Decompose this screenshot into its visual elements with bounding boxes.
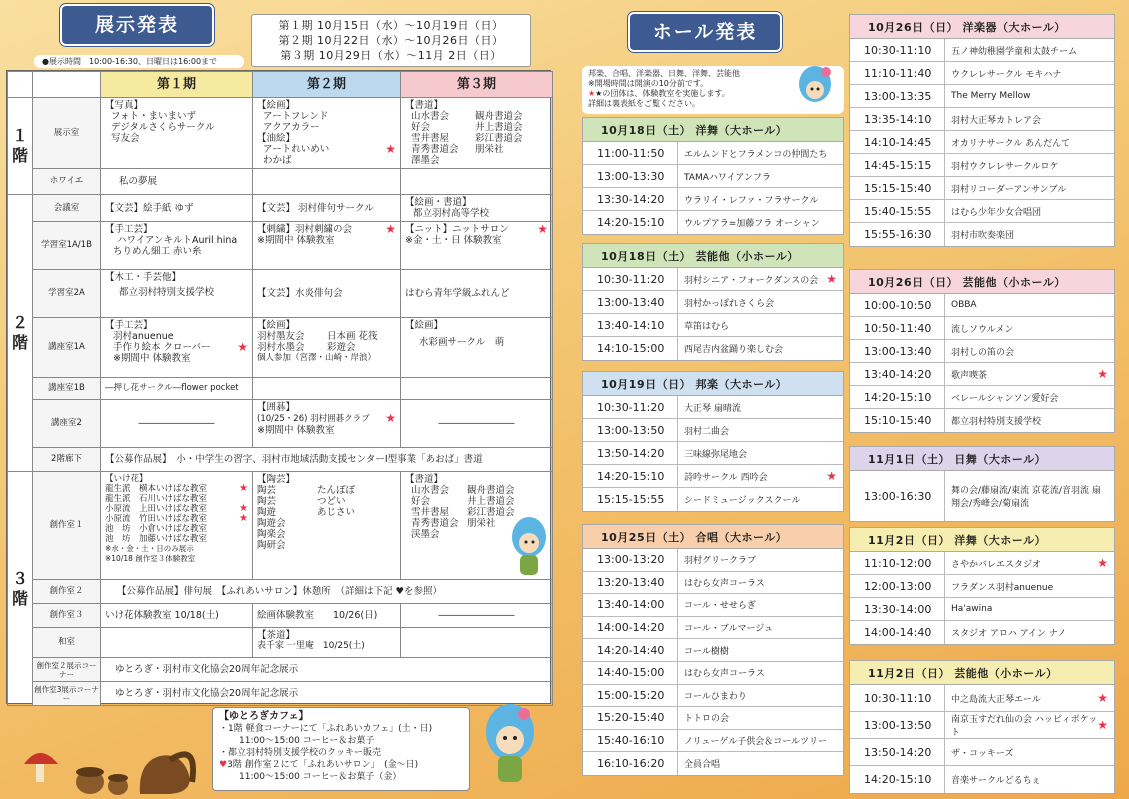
schedule-time: 13:35-14:10 xyxy=(850,108,945,130)
schedule-time: 14:20-15:10 xyxy=(850,386,945,408)
schedule-group: 詩吟サークル 西吟会 ★ xyxy=(684,469,837,483)
star-icon: ★ xyxy=(385,222,396,236)
schedule-row xyxy=(850,409,1114,432)
schedule-time: 15:10-15:40 xyxy=(850,409,945,432)
schedule-time: 13:40-14:00 xyxy=(583,594,678,616)
schedule-group: ベレールシャンソン愛好会 xyxy=(951,393,1059,404)
schedule-time: 12:00-13:00 xyxy=(850,575,945,597)
schedule-row xyxy=(583,549,843,572)
schedule-time: 15:40-15:55 xyxy=(850,200,945,222)
schedule-row xyxy=(583,211,843,234)
schedule-time: 13:00-13:20 xyxy=(583,549,678,571)
schedule-block-header: 11月2日（日） 洋舞（大ホール） xyxy=(850,528,1114,552)
schedule-group: トトロの会 xyxy=(684,714,730,725)
schedule-group: ウラリイ・レファ・フラサークル xyxy=(684,195,819,206)
star-icon: ★ xyxy=(239,483,248,494)
schedule-group: ザ・コッキーズ xyxy=(951,748,1014,759)
room-kouza1b: 講座室1B xyxy=(33,378,101,400)
schedule-time: 15:40-16:10 xyxy=(583,730,678,752)
schedule-block xyxy=(849,14,1115,247)
schedule-time: 15:00-15:20 xyxy=(583,685,678,707)
schedule-time: 10:30-11:20 xyxy=(583,396,678,418)
schedule-time: 11:10-11:40 xyxy=(850,62,945,84)
schedule-group: 三味線弥尾地会 xyxy=(684,449,748,460)
schedule-row xyxy=(850,766,1114,793)
schedule-row xyxy=(850,739,1114,766)
exhibit-table xyxy=(6,70,551,704)
kaigi-p2: 【文芸】 羽村俳句サークル xyxy=(253,195,401,222)
star-icon: ★ xyxy=(237,340,248,354)
schedule-time: 13:50-14:20 xyxy=(850,739,945,765)
room-tenji: 展示室 xyxy=(33,98,101,169)
schedule-time: 14:10-14:45 xyxy=(850,131,945,153)
schedule-group: Ha'awina xyxy=(951,604,993,614)
schedule-group: 音楽サークルどるちぇ xyxy=(951,776,1041,786)
schedule-time: 13:00-13:30 xyxy=(583,165,678,187)
schedule-group: 中之島流大正琴エール ★ xyxy=(951,691,1108,705)
room-sosaku2: 創作室２ xyxy=(33,580,101,604)
floor-3: ３階 xyxy=(8,472,33,706)
schedule-group: フラダンス羽村anuenue xyxy=(951,582,1054,593)
schedule-group: ノリューゲル子供会＆コールツリー xyxy=(684,737,828,748)
schedule-block-header: 10月19日（日） 邦楽（大ホール） xyxy=(583,372,843,396)
schedule-block-header: 10月26日（日） 芸能他（小ホール） xyxy=(850,270,1114,294)
schedule-row xyxy=(850,154,1114,177)
schedule-time: 13:00-13:50 xyxy=(583,419,678,441)
schedule-group: 歌声喫茶 ★ xyxy=(951,367,1108,381)
mascot-icon xyxy=(508,515,550,579)
room-sosaku2t: 創作室２展示コーナー xyxy=(33,658,101,682)
schedule-group: シードミュージックスクール xyxy=(684,496,801,506)
schedule-row xyxy=(583,662,843,685)
period-3: 第３期 10月29日（水）～11月 2日（日） xyxy=(280,49,502,62)
s3-p3: ―――――――― xyxy=(401,604,553,628)
star-icon: ★ xyxy=(537,222,548,236)
schedule-time: 15:15-15:40 xyxy=(850,177,945,199)
schedule-row xyxy=(850,598,1114,621)
gak2-p1: 【木工・手芸他】 都立羽村特別支援学校 xyxy=(101,270,253,318)
star-icon: ★ xyxy=(1097,367,1108,381)
schedule-row xyxy=(850,294,1114,317)
schedule-time: 15:20-15:40 xyxy=(583,707,678,729)
schedule-time: 13:50-14:20 xyxy=(583,442,678,464)
schedule-time: 13:40-14:20 xyxy=(850,363,945,385)
schedule-time: 13:00-13:50 xyxy=(850,712,945,738)
schedule-group: OBBA xyxy=(951,300,977,310)
cafe-line: ・都立羽村特別支援学校のクッキー販売 xyxy=(219,748,382,758)
schedule-block xyxy=(582,371,844,512)
schedule-block-header: 10月25日（土） 合唱（大ホール） xyxy=(583,525,843,549)
schedule-row xyxy=(850,39,1114,62)
schedule-group: さやかバレエスタジオ ★ xyxy=(951,556,1108,570)
tenji-p2: 【絵画】 アートフレンド アクアカラー 【油絵】 アートれいめい ★ わかば xyxy=(253,98,401,169)
room-kouza2: 講座室2 xyxy=(33,400,101,448)
schedule-row xyxy=(583,142,843,165)
s1-p2: 【陶芸】 陶芸 陶芸 陶遊 たんぽぽ つどい あじさい 陶遊会 陶楽会 陶研会 xyxy=(253,472,401,580)
s2-cell: 【公募作品展】俳句展 【ふれあいサロン】休憩所 （詳細は下記 ♥を参照） xyxy=(101,580,553,604)
schedule-row xyxy=(850,340,1114,363)
star-icon: ★ xyxy=(588,89,596,98)
room-sosaku1: 創作室１ xyxy=(33,472,101,580)
schedule-row xyxy=(850,131,1114,154)
schedule-block-header: 10月18日（土） 芸能他（小ホール） xyxy=(583,244,843,268)
s3-p2: 絵画体験教室 10/26(日) xyxy=(253,604,401,628)
schedule-group: 羽村市吹奏楽団 xyxy=(951,231,1015,241)
schedule-time: 11:00-11:50 xyxy=(583,142,678,164)
schedule-row xyxy=(850,177,1114,200)
schedule-row xyxy=(583,419,843,442)
schedule-time: 13:00-16:30 xyxy=(850,471,945,521)
schedule-row xyxy=(583,465,843,488)
schedule-row xyxy=(583,752,843,775)
period-head-3: 第３期 xyxy=(401,72,553,98)
k2-p1: ―――――――― xyxy=(101,400,253,448)
mushroom-icon xyxy=(20,742,200,797)
schedule-group: スタジオ アロハ アイン ナノ xyxy=(951,629,1067,639)
period-box xyxy=(251,14,531,67)
cafe-line: ・1階 軽食コーナーにて「ふれあいカフェ」(土・日) xyxy=(219,724,433,734)
schedule-time: 14:10-15:00 xyxy=(583,337,678,360)
gak1-p2: 【刺繍】羽村刺繍の会 ★ ※期間中 体験教室 xyxy=(253,222,401,270)
schedule-time: 13:00-13:40 xyxy=(583,291,678,313)
schedule-group: 全員合唱 xyxy=(684,760,721,771)
schedule-group: 羽村二曲会 xyxy=(684,426,730,437)
star-icon: ★ xyxy=(1097,691,1108,705)
k1a-p1: 【手工芸】 羽村anuenue 手作り絵本 クローバー ★ ※期間中 体験教室 xyxy=(101,318,253,378)
gak2-p2: 【文芸】水炎俳句会 xyxy=(253,270,401,318)
schedule-row xyxy=(583,488,843,511)
schedule-time: 13:20-13:40 xyxy=(583,572,678,594)
period-head-1: 第１期 xyxy=(101,72,253,98)
schedule-time: 13:40-14:10 xyxy=(583,314,678,336)
star-icon: ★ xyxy=(1097,718,1108,732)
kaigi-p1: 【文芸】絵手紙 ゆず xyxy=(101,195,253,222)
floor-1: １階 xyxy=(8,98,33,195)
schedule-group: 羽村しの笛の会 xyxy=(951,347,1015,358)
schedule-group: 羽村シニア・フォークダンスの会 ★ xyxy=(684,272,837,286)
gak2-p3: はむら青年学級ふれんど xyxy=(401,270,553,318)
schedule-time: 10:30-11:10 xyxy=(850,39,945,61)
k2-p3: ―――――――― xyxy=(401,400,553,448)
room-gakushu1: 学習室1A/1B xyxy=(33,222,101,270)
schedule-row xyxy=(583,730,843,753)
schedule-block xyxy=(582,117,844,235)
s1-p3: 【書道】 山水書会 好会 雪井書屋 青秀書道会 渓墨会 観舟書道会 井上書道会 彩江書道会 朋栄社 xyxy=(401,472,553,580)
schedule-block-header: 10月26日（日） 洋楽器（大ホール） xyxy=(850,15,1114,39)
schedule-row xyxy=(583,396,843,419)
cafe-box xyxy=(212,707,470,791)
schedule-row xyxy=(850,62,1114,85)
schedule-group: コール・せせらぎ xyxy=(684,601,756,612)
schedule-row xyxy=(850,85,1114,108)
room-sosaku3: 創作室３ xyxy=(33,604,101,628)
room-kouza1a: 講座室1A xyxy=(33,318,101,378)
schedule-time: 15:15-15:55 xyxy=(583,488,678,511)
schedule-block-header: 10月18日（土） 洋舞（大ホール） xyxy=(583,118,843,142)
period-head-2: 第２期 xyxy=(253,72,401,98)
heart-icon: ♥ xyxy=(219,760,228,770)
s3t-cell: ゆとろぎ・羽村市文化協会20周年記念展示 xyxy=(101,682,553,706)
hall-note: 邦楽、合唱、洋楽器、日舞、洋舞、芸能他 ※開場時間は開演の10分前です。 ★★の団体は、体験教室を実施します。 詳細は裏表紙をご覧ください。 xyxy=(582,66,844,114)
schedule-group: 都立羽村特別支援学校 xyxy=(951,417,1042,427)
schedule-time: 14:00-14:20 xyxy=(583,617,678,639)
schedule-row xyxy=(850,108,1114,131)
exhibit-title: 展示発表 xyxy=(62,6,212,44)
schedule-block xyxy=(582,243,844,361)
s2t-cell: ゆとろぎ・羽村市文化協会20周年記念展示 xyxy=(101,658,553,682)
schedule-block xyxy=(849,527,1115,645)
schedule-row xyxy=(583,617,843,640)
schedule-row xyxy=(583,337,843,360)
schedule-group: はむら女声コーラス xyxy=(684,669,765,680)
schedule-row xyxy=(850,685,1114,712)
schedule-time: 13:00-13:35 xyxy=(850,85,945,107)
k2-p2: 【囲碁】 (10/25・26) 羽村囲碁クラブ ★ ※期間中 体験教室 xyxy=(253,400,401,448)
mascot-icon xyxy=(792,66,838,114)
schedule-group: 羽村大正琴カトレア会 xyxy=(951,115,1042,126)
period-1: 第１期 10月15日（水）～10月19日（日） xyxy=(278,19,504,32)
schedule-group: 羽村グリークラブ xyxy=(684,556,757,567)
schedule-group: 五ノ神幼稚園学童和太鼓チーム xyxy=(951,46,1078,57)
schedule-block xyxy=(582,524,844,776)
schedule-group: 大正琴 扇晴流 xyxy=(684,403,741,414)
schedule-row xyxy=(850,317,1114,340)
schedule-group: エルムンドとフラメンコの仲間たち xyxy=(684,149,828,160)
schedule-row xyxy=(583,639,843,662)
room-washitsu: 和室 xyxy=(33,628,101,658)
period-2: 第２期 10月22日（水）～10月26日（日） xyxy=(278,34,504,47)
schedule-group: 西尾吉内盆踊り楽しむ会 xyxy=(684,345,784,355)
schedule-time: 14:20-14:40 xyxy=(583,639,678,661)
schedule-row xyxy=(583,165,843,188)
room-gakushu2: 学習室2A xyxy=(33,270,101,318)
room-roka: 2階廊下 xyxy=(33,448,101,472)
star-icon: ★ xyxy=(239,513,248,524)
star-icon: ★ xyxy=(239,503,248,514)
schedule-group: オカリナサークル あんだんて xyxy=(951,138,1071,149)
schedule-time: 15:55-16:30 xyxy=(850,223,945,246)
schedule-block xyxy=(849,269,1115,433)
schedule-block-header: 11月2日（日） 芸能他（小ホール） xyxy=(850,661,1114,685)
schedule-row xyxy=(583,314,843,337)
schedule-group: はむら女声コーラス xyxy=(684,578,765,589)
schedule-group: 草笛はむら xyxy=(684,321,730,332)
star-icon: ★ xyxy=(826,469,837,483)
schedule-row xyxy=(850,200,1114,223)
schedule-group: はむら少年少女合唱団 xyxy=(951,207,1042,218)
schedule-row xyxy=(583,188,843,211)
schedule-group: TAMAハワイアンフラ xyxy=(684,172,771,183)
schedule-group: コール樹樹 xyxy=(684,646,729,657)
schedule-row xyxy=(850,552,1114,575)
schedule-group: 舞の会/藤扇流/東流 京花流/音羽流 扇翔会/秀峰会/菊扇流 xyxy=(951,486,1101,509)
gak1-p1: 【手工芸】 ハワイアンキルトAuril hina ちりめん細工 赤い糸 xyxy=(101,222,253,270)
schedule-time: 13:30-14:00 xyxy=(850,598,945,620)
schedule-row xyxy=(583,442,843,465)
schedule-group: コール・ブルマージュ xyxy=(684,624,774,635)
schedule-row xyxy=(850,223,1114,246)
schedule-row xyxy=(583,707,843,730)
schedule-row xyxy=(583,572,843,595)
tenji-p1: 【写真】 フォト・まいまいず デジタルさくらサークル 写友会 xyxy=(101,98,253,169)
schedule-time: 14:20-15:10 xyxy=(583,211,678,234)
schedule-group: 流しソウルメン xyxy=(951,324,1014,335)
k1b-p1: ―押し花サークル―flower pocket xyxy=(101,378,253,400)
kaigi-p3: 【絵画・書道】 都立羽村高等学校 xyxy=(401,195,553,222)
schedule-time: 10:00-10:50 xyxy=(850,294,945,316)
schedule-time: 14:20-15:10 xyxy=(583,465,678,487)
schedule-group: ウクレレサークル モキハナ xyxy=(951,69,1062,80)
k1a-p2: 【絵画】 羽村墨友会 羽村水墨会 日本画 花筏 彩遊会 個人参加（宮澤・山崎・岸浪） xyxy=(253,318,401,378)
star-icon: ★ xyxy=(385,142,396,156)
schedule-time: 13:00-13:40 xyxy=(850,340,945,362)
schedule-row xyxy=(850,471,1114,521)
star-icon: ★ xyxy=(826,272,837,286)
k1a-p3: 【絵画】 水彩画サークル 萌 xyxy=(401,318,553,378)
schedule-group: 南京玉すだれ仙の会 ハッピィポケット ★ xyxy=(951,715,1108,738)
floor-2: ２階 xyxy=(8,195,33,472)
schedule-group: The Merry Mellow xyxy=(951,91,1031,101)
cafe-line: ♥3階 創作室２にて「ふれあいサロン」 (金～日) xyxy=(219,760,419,770)
schedule-time: 10:30-11:20 xyxy=(583,268,678,290)
roka-cell: 【公募作品展】 小・中学生の習字、羽村市地域活動支援センターⅠ型事業「あおば」書道 xyxy=(101,448,553,472)
schedule-group: 羽村かっぽれさくら会 xyxy=(684,298,775,309)
schedule-row xyxy=(850,575,1114,598)
schedule-time: 14:20-15:10 xyxy=(850,766,945,793)
schedule-time: 11:10-12:00 xyxy=(850,552,945,574)
cafe-title: 【ゆとろぎカフェ】 xyxy=(219,711,309,722)
schedule-time: 10:30-11:10 xyxy=(850,685,945,711)
schedule-time: 13:30-14:20 xyxy=(583,188,678,210)
mascot-icon xyxy=(480,700,540,792)
schedule-group: ウルプアラ=加藤フラ オーシャン xyxy=(684,219,820,229)
room-sosaku3t: 創作室3展示コーナー xyxy=(33,682,101,706)
schedule-time: 10:50-11:40 xyxy=(850,317,945,339)
schedule-time: 14:45-15:15 xyxy=(850,154,945,176)
tenji-p3: 【書道】 山水書会 好会 雪井書屋 青秀書道会 澤墨会 観舟書道会 井上書道会 彩江書道会 朋栄社 xyxy=(401,98,553,169)
hoyer-p1: 私の夢展 xyxy=(101,169,253,195)
schedule-time: 14:00-14:40 xyxy=(850,621,945,644)
schedule-block xyxy=(849,660,1115,794)
schedule-row xyxy=(583,594,843,617)
star-icon: ★ xyxy=(385,411,396,425)
schedule-block-header: 11月1日（土） 日舞（大ホール） xyxy=(850,447,1114,471)
s3-p1: いけ花体験教室 10/18(土) xyxy=(101,604,253,628)
hall-title: ホール発表 xyxy=(630,14,780,50)
schedule-time: 14:40-15:00 xyxy=(583,662,678,684)
schedule-row xyxy=(583,268,843,291)
schedule-group: 羽村リコーダーアンサンブル xyxy=(951,184,1067,195)
cafe-line: 11:00～15:00 コーヒー＆お菓子（金） xyxy=(239,772,402,782)
schedule-time: 16:10-16:20 xyxy=(583,752,678,775)
s1-p1: 【いけ花】 龍生派 横本いけばな教室 ★ 龍生派 石川いけばな教室 小原流 上田いけばな教室 ★ 小原流 竹田いけばな教室 ★ 池 坊 小倉いけばな教室 池 坊 加藤いけばな教室 ※水・金・土・日のみ展示 ※10/18 創作室３体験教室 xyxy=(101,472,253,580)
cafe-line: 11:00～15:00 コーヒー＆お菓子 xyxy=(239,736,375,746)
schedule-row xyxy=(850,386,1114,409)
room-hoyer: ホワイエ xyxy=(33,169,101,195)
exhibit-hours: ●展示時間 10:00-16:30、日曜日は16:00まで xyxy=(34,55,244,68)
schedule-row xyxy=(850,621,1114,644)
wa-p2: 【茶道】 表千家 一里庵 10/25(土) xyxy=(253,628,401,658)
schedule-block xyxy=(849,446,1115,522)
room-kaigi: 会議室 xyxy=(33,195,101,222)
star-icon: ★ xyxy=(1097,556,1108,570)
schedule-row xyxy=(850,712,1114,739)
schedule-group: 羽村ウクレレサークルロケ xyxy=(951,161,1059,172)
schedule-row xyxy=(583,291,843,314)
schedule-group: コールひまわり xyxy=(684,691,747,702)
schedule-row xyxy=(583,685,843,708)
schedule-row xyxy=(850,363,1114,386)
gak1-p3: 【ニット】ニットサロン ★ ※金・土・日 体験教室 xyxy=(401,222,553,270)
